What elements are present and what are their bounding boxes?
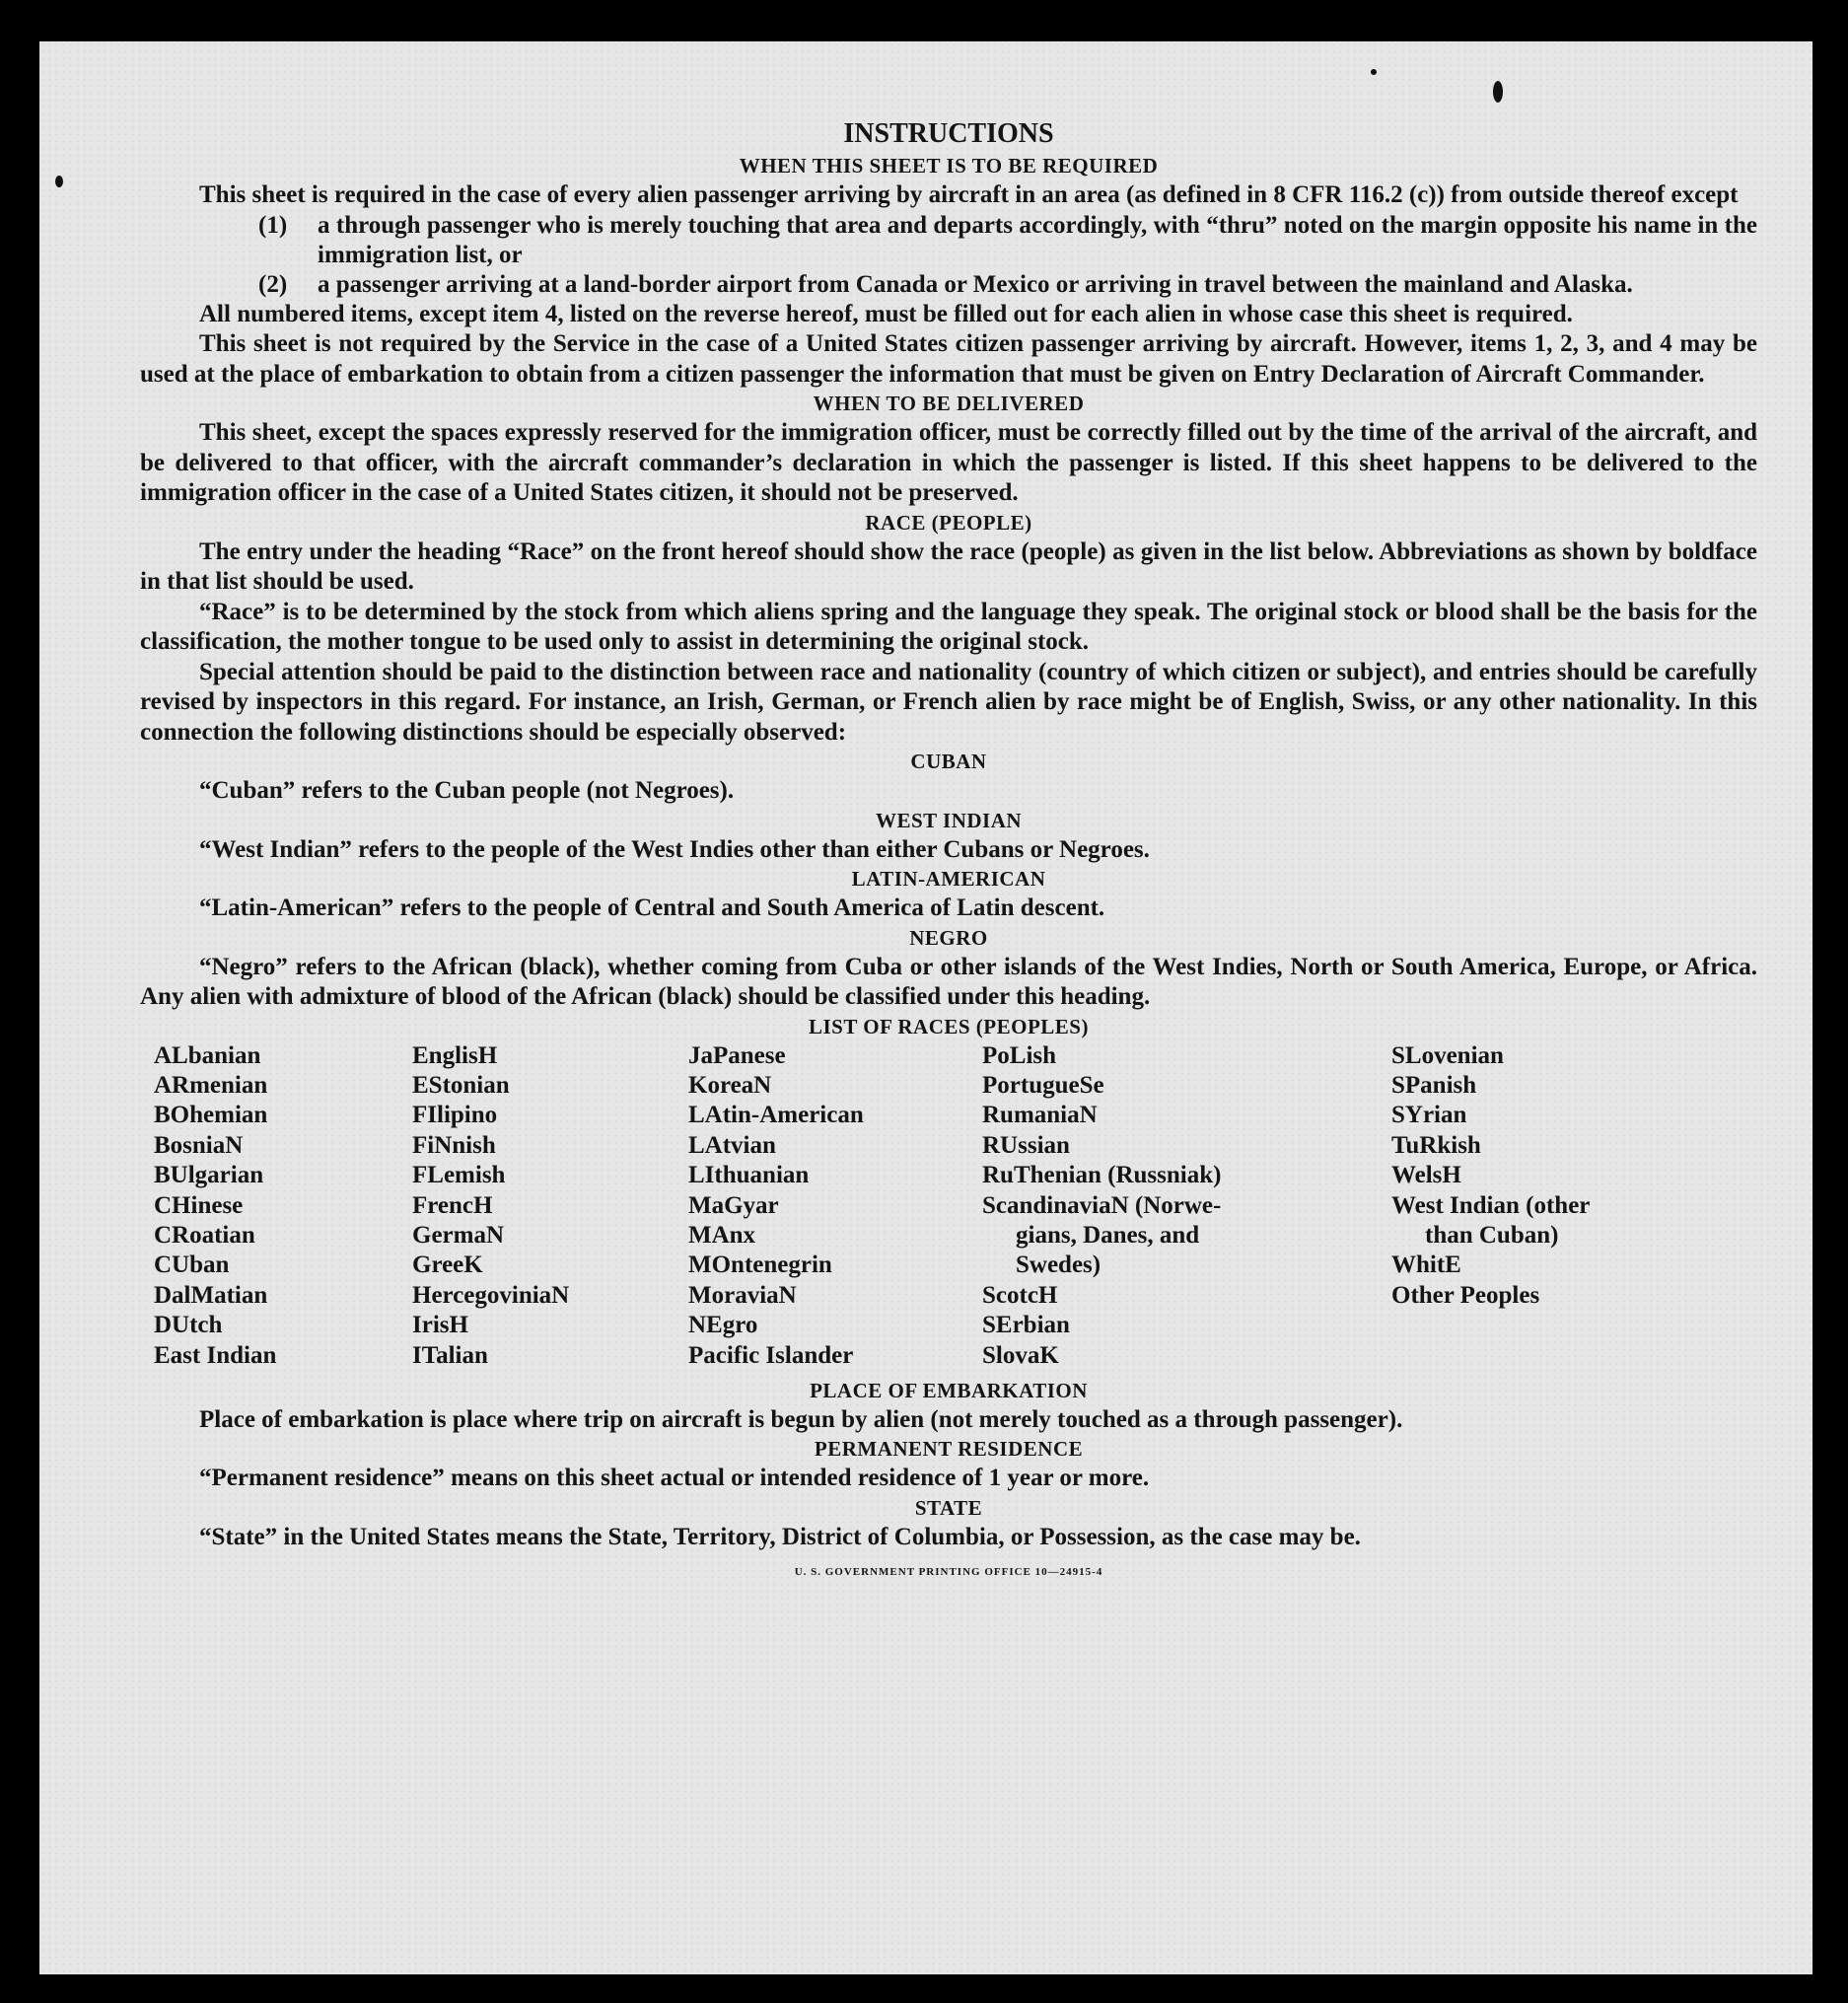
race-entry: LIthuanian — [688, 1162, 810, 1189]
race-entry: RumaniaN — [982, 1102, 1098, 1129]
ink-speck — [1493, 81, 1503, 103]
race-entry: ScotcH — [982, 1281, 1058, 1309]
race-entry: MoraviaN — [688, 1281, 797, 1309]
required-para-citizen: This sheet is not required by the Service in the case of a United States citizen passenger arriving by aircraft. However, items 1, 2, 3, and 4 may be used at the place of embarkation to obtain from a citizen passenger the information that must be given on Entry Declaration of Aircraft Commander. — [140, 330, 1757, 388]
races-column-1 — [154, 1041, 412, 1371]
exception-item — [140, 270, 1757, 300]
required-intro: This sheet is required in the case of every alien passenger arriving by aircraft in an area (as defined in 8 CFR 116.2 (c)) from outside thereof except — [199, 181, 1739, 208]
race-entry: SErbian — [982, 1312, 1070, 1339]
race-entry: ITalian — [412, 1341, 488, 1369]
race-entry: LAtin-American — [688, 1102, 864, 1129]
latin-american-text: “Latin-American” refers to the people of Central and South America of Latin descent. — [199, 894, 1105, 921]
cuban-text: “Cuban” refers to the Cuban people (not Negroes). — [199, 777, 735, 804]
races-column-2 — [412, 1041, 688, 1371]
race-entry: IrisH — [412, 1312, 468, 1339]
negro-text: “Negro” refers to the African (black), whether coming from Cuba or other islands of the West Indies, North or South America, Europe, or Africa. Any alien with admixture of blood of the African (black) should be classified under this heading. — [140, 953, 1757, 1010]
race-entry: KoreaN — [688, 1071, 772, 1099]
section-heading-negro: NEGRO — [909, 925, 988, 950]
race-entry: GreeK — [412, 1252, 483, 1279]
race-entry: CRoatian — [154, 1221, 255, 1249]
race-entry: CUban — [154, 1252, 230, 1279]
race-entry: FiNnish — [412, 1131, 496, 1159]
ink-speck — [55, 176, 63, 187]
race-entry: EStonian — [412, 1071, 510, 1099]
race-entry: SLovenian — [1391, 1041, 1504, 1069]
race-entry: LAtvian — [688, 1131, 776, 1159]
exception-text: a through passenger who is merely touching that area and departs accordingly, with “thru” noted on the margin opposite his name in the immigration list, or — [318, 211, 1757, 268]
race-entry: PortugueSe — [982, 1071, 1104, 1099]
race-entry: SPanish — [1391, 1071, 1477, 1099]
race-entry: SYrian — [1391, 1102, 1467, 1129]
document-sheet — [39, 41, 1812, 1974]
race-entry: BOhemian — [154, 1102, 268, 1129]
exception-number: (1) — [258, 211, 288, 239]
state-text: “State” in the United States means the State, Territory, District of Columbia, or Possession, as the case may be. — [199, 1523, 1361, 1550]
races-column-5 — [1391, 1041, 1717, 1371]
race-entry: PoLish — [982, 1041, 1057, 1069]
race-entry: GermaN — [412, 1221, 505, 1249]
race-entry-continued: than Cuban) — [1425, 1221, 1559, 1249]
exception-number: (2) — [258, 270, 288, 298]
ink-speck — [1371, 69, 1377, 75]
race-entry: West Indian (other — [1391, 1191, 1591, 1219]
races-list — [140, 1041, 1757, 1371]
section-heading-embarkation: PLACE OF EMBARKATION — [810, 1378, 1088, 1402]
race-para-1: The entry under the heading “Race” on the front hereof should show the race (people) as given in the list below. Abbreviations as shown by boldface in that list should be used. — [140, 537, 1757, 595]
printing-office-footer: U. S. GOVERNMENT PRINTING OFFICE 10—24915-4 — [794, 1566, 1103, 1579]
race-entry: FIlipino — [412, 1102, 498, 1129]
section-heading-west-indian: WEST INDIAN — [875, 808, 1023, 832]
section-heading-required: WHEN THIS SHEET IS TO BE REQUIRED — [739, 154, 1159, 178]
race-entry: FLemish — [412, 1162, 506, 1189]
race-entry: JaPanese — [688, 1041, 786, 1069]
required-para-numbered-items: All numbered items, except item 4, listed on the reverse hereof, must be filled out for each alien in whose case this sheet is required. — [199, 300, 1573, 327]
race-entry: FrencH — [412, 1191, 493, 1219]
delivered-text: This sheet, except the spaces expressly reserved for the immigration officer, must be correctly filled out by the time of the arrival of the aircraft, and be delivered to that officer, with the aircraft commander’s declaration in which the passenger is listed. If this sheet happens to be delivered to the immigration officer in the case of a United States citizen, it should not be preserved. — [140, 419, 1757, 506]
race-entry: TuRkish — [1391, 1131, 1481, 1159]
residence-text: “Permanent residence” means on this sheet actual or intended residence of 1 year or more. — [199, 1465, 1150, 1492]
race-entry: ARmenian — [154, 1071, 268, 1099]
section-heading-delivered: WHEN TO BE DELIVERED — [813, 392, 1085, 415]
race-entry: MaGyar — [688, 1191, 779, 1219]
race-para-3: Special attention should be paid to the distinction between race and nationality (country of which citizen or subject), and entries should be carefully revised by inspectors in this regard. For instance, an Irish, German, or French alien by race might be of English, Swiss, or any other nationality. In this connection the following distinctions should be especially observed: — [140, 658, 1757, 746]
race-entry: HercegoviniaN — [412, 1281, 570, 1309]
race-entry: MOntenegrin — [688, 1252, 832, 1279]
race-para-2: “Race” is to be determined by the stock from which aliens spring and the language they speak. The original stock or blood shall be the basis for the classification, the mother tongue to be used only to assist in determining the original stock. — [140, 598, 1757, 655]
exception-text: a passenger arriving at a land-border airport from Canada or Mexico or arriving in travel between the mainland and Alaska. — [318, 270, 1633, 298]
race-entry: WelsH — [1391, 1162, 1461, 1189]
race-entry: Other Peoples — [1391, 1281, 1540, 1309]
race-entry: RUssian — [982, 1131, 1070, 1159]
section-heading-state: STATE — [914, 1495, 983, 1520]
race-entry: Pacific Islander — [688, 1341, 854, 1369]
race-entry: NEgro — [688, 1312, 758, 1339]
race-entry: CHinese — [154, 1191, 244, 1219]
section-heading-race: RACE (PEOPLE) — [865, 510, 1032, 535]
race-entry: ALbanian — [154, 1041, 261, 1069]
race-entry: BosniaN — [154, 1131, 244, 1159]
race-entry-continued: gians, Danes, and — [1016, 1221, 1200, 1249]
race-entry: MAnx — [688, 1221, 756, 1249]
race-entry-continued: Swedes) — [1016, 1252, 1102, 1279]
race-entry: ScandinaviaN (Norwe- — [982, 1191, 1222, 1219]
race-entry: DalMatian — [154, 1281, 268, 1309]
page-title: INSTRUCTIONS — [843, 118, 1054, 149]
races-column-4 — [982, 1041, 1391, 1371]
section-heading-latin-american: LATIN-AMERICAN — [851, 867, 1046, 891]
race-entry: RuThenian (Russniak) — [982, 1162, 1222, 1189]
race-entry: WhitE — [1391, 1252, 1461, 1279]
races-column-3 — [688, 1041, 982, 1371]
race-entry: EnglisH — [412, 1041, 498, 1069]
west-indian-text: “West Indian” refers to the people of the West Indies other than either Cubans or Negroes. — [199, 835, 1150, 863]
section-heading-list-of-races: LIST OF RACES (PEOPLES) — [809, 1014, 1089, 1038]
race-entry: BUlgarian — [154, 1162, 264, 1189]
section-heading-residence: PERMANENT RESIDENCE — [814, 1437, 1084, 1462]
section-heading-cuban: CUBAN — [910, 750, 987, 773]
embarkation-text: Place of embarkation is place where trip on aircraft is begun by alien (not merely touched as a through passenger). — [199, 1405, 1403, 1433]
race-entry: SlovaK — [982, 1341, 1059, 1369]
exception-item — [140, 211, 1757, 270]
instructions-content — [140, 118, 1757, 1578]
race-entry: East Indian — [154, 1341, 277, 1369]
race-entry: DUtch — [154, 1312, 223, 1339]
